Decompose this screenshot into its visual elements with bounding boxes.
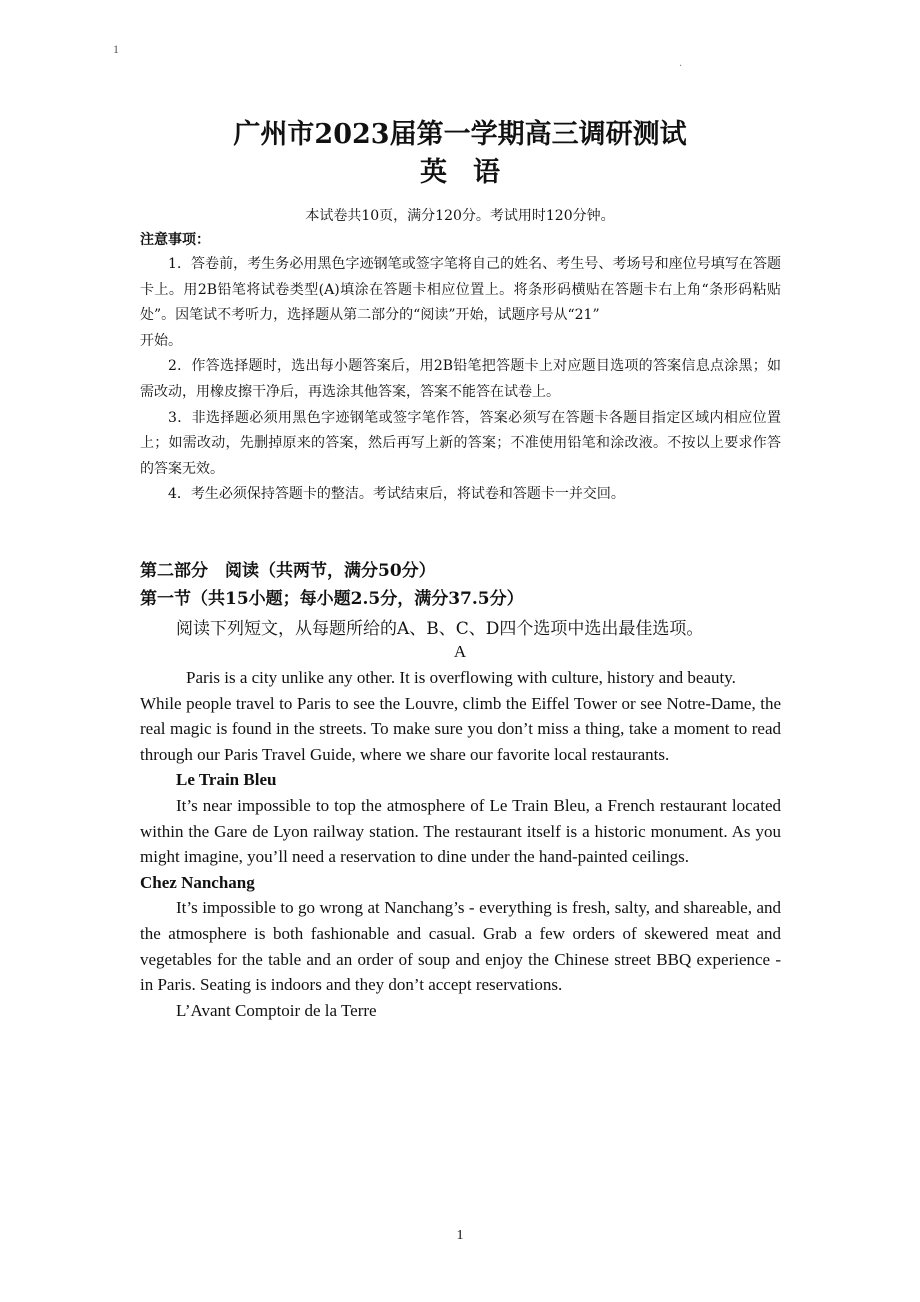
exam-title: 广州市2023届第一学期高三调研测试 (233, 119, 687, 150)
section-instruction: 阅读下列短文，从每题所给的A、B、C、D四个选项中选出最佳选项。 (176, 619, 704, 639)
passage-paragraph: It’s impossible to go wrong at Nanchang’s - everything is fresh, salty, and shareable, and the atmosphere is both fashionable and casual. Grab a few orders of skewered meat and vegetables for the table and an order of soup and enjoy the Chinese street BBQ experience - in Paris. Seating is indoors and they don’t accept reservations. (140, 898, 781, 995)
passage-paragraph: While people travel to Paris to see the Louvre, climb the Eiffel Tower or see Notre-Dame, the real magic is found in the streets. To make sure you don’t miss a thing, take a moment to read through our Paris Travel Guide, where we share our favorite local restaurants. (140, 693, 781, 764)
passage-paragraph: It’s near impossible to top the atmosphere of Le Train Bleu, a French restaurant located within the Gare de Lyon railway station. The restaurant itself is a historic monument. As you might imagine, you’ll need a reservation to dine under the hand-painted ceilings. (140, 795, 781, 867)
note-item-3: 3．非选择题必须用黑色字迹钢笔或签字笔作答，答案必须写在答题卡各题目指定区域内相应位置上；如需改动，先删掉原来的答案，然后再写上新的答案；不准使用铅笔和涂改液。不按以上要求作答的答案无效。 (140, 409, 781, 477)
passage-letter: A (453, 642, 467, 661)
notes-heading: 注意事项： (140, 232, 210, 248)
note-item-2: 2．作答选择题时，选出每小题答案后，用2B铅笔把答题卡上对应题目选项的答案信息点涂黑；如需改动，用橡皮擦干净后，再选涂其他答案，答案不能答在试卷上。 (140, 358, 781, 400)
notes-list (140, 252, 781, 508)
note-item-1: 1．答卷前，考生务必用黑色字迹钢笔或签字笔将自己的姓名、考生号、考场号和座位号填写在答题卡上。用2B铅笔将试卷类型(A)填涂在答题卡相应位置上。将条形码横贴在答题卡右上角“条形码粘贴处”。因笔试不考听力，选择题从第二部分的“阅读”开始，试题序号从“21” (140, 256, 781, 324)
restaurant-heading: L’Avant Comptoir de la Terre (176, 1000, 377, 1020)
note-item-1-continued: 开始。 (140, 332, 182, 349)
page-number: 1 (456, 1228, 464, 1243)
section-heading: 第二部分 阅读（共两节，满分50分） (140, 561, 436, 581)
scan-dot-mark: . (679, 58, 683, 69)
exam-info: 本试卷共10页，满分120分。考试用时120分钟。 (305, 208, 615, 224)
restaurant-heading: Le Train Bleu (176, 770, 277, 790)
subject-title: 英语 (420, 157, 526, 188)
note-item-4: 4．考生必须保持答题卡的整洁。考试结束后，将试卷和答题卡一并交回。 (168, 486, 625, 503)
passage-body (140, 665, 781, 1023)
restaurant-heading: Chez Nanchang (140, 872, 255, 892)
subsection-heading: 第一节（共15小题；每小题2.5分，满分37.5分） (140, 589, 524, 609)
corner-page-mark: 1 (113, 42, 119, 56)
passage-intro: Paris is a city unlike any other. It is overflowing with culture, history and beauty. (186, 668, 736, 687)
